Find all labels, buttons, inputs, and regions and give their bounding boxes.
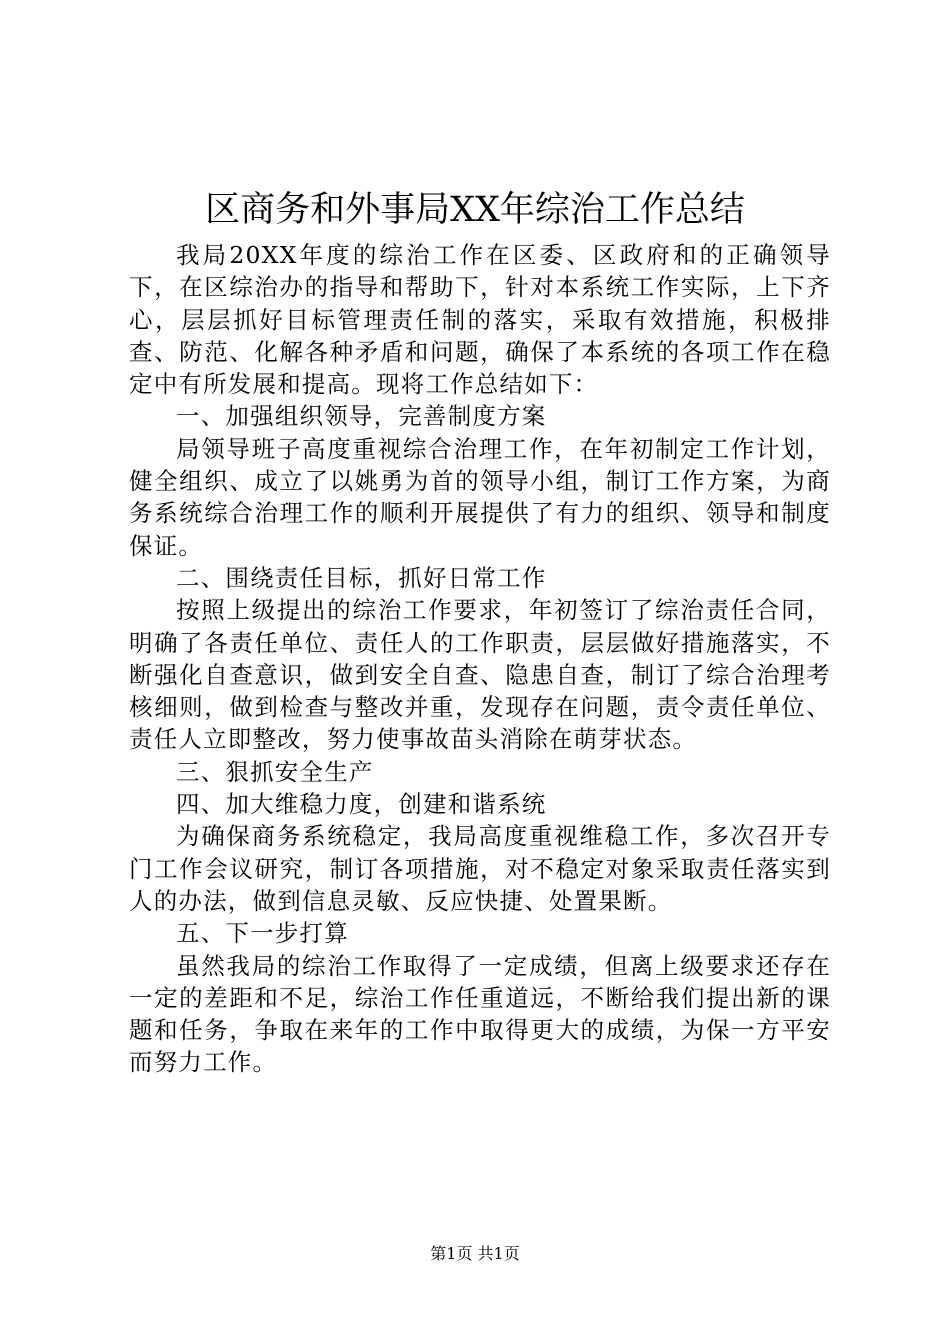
section-heading-3: 三、狠抓安全生产 [176, 757, 374, 786]
section-paragraph-4: 为确保商务系统稳定，我局高度重视维稳工作，多次召开专门工作会议研究，制订各项措施，对不稳定对象采取责任落实到人的办法，做到信息灵敏、反应快捷、处置果断。 [129, 822, 831, 915]
section-heading-5: 五、下一步打算 [176, 919, 349, 948]
section-paragraph-1: 局领导班子高度重视综合治理工作，在年初制定工作计划，健全组织、成立了以姚勇为首的领导小组，制订工作方案，为商务系统综合治理工作的顺利开展提供了有力的组织、领导和制度保证。 [129, 434, 831, 560]
section-paragraph-2: 按照上级提出的综治工作要求，年初签订了综治责任合同，明确了各责任单位、责任人的工作职责，层层做好措施落实，不断强化自查意识，做到安全自查、隐患自查，制订了综合治理考核细则，做到检查与整改并重，发现存在问题，责令责任单位、责任人立即整改，努力使事故苗头消除在萌芽状态。 [129, 596, 831, 754]
intro-paragraph: 我局20XX年度的综治工作在区委、区政府和的正确领导下，在区综治办的指导和帮助下，针对本系统工作实际，上下齐心，层层抓好目标管理责任制的落实，采取有效措施，积极排查、防范、化解各种矛盾和问题，确保了本系统的各项工作在稳定中有所发展和提高。现将工作总结如下： [129, 241, 831, 399]
document-body [129, 239, 831, 1079]
section-paragraph-5: 虽然我局的综治工作取得了一定成绩，但离上级要求还存在一定的差距和不足，综治工作任重道远，不断给我们提出新的课题和任务，争取在来年的工作中取得更大的成绩，为保一方平安而努力工作。 [129, 951, 831, 1077]
section-heading-1: 一、加强组织领导，完善制度方案 [176, 402, 547, 431]
document-title: 区商务和外事局XX年综治工作总结 [205, 190, 745, 230]
page-footer: 第1页 共1页 [430, 1244, 520, 1263]
section-heading-4: 四、加大维稳力度，创建和谐系统 [176, 790, 547, 819]
section-heading-2: 二、围绕责任目标，抓好日常工作 [176, 563, 547, 592]
